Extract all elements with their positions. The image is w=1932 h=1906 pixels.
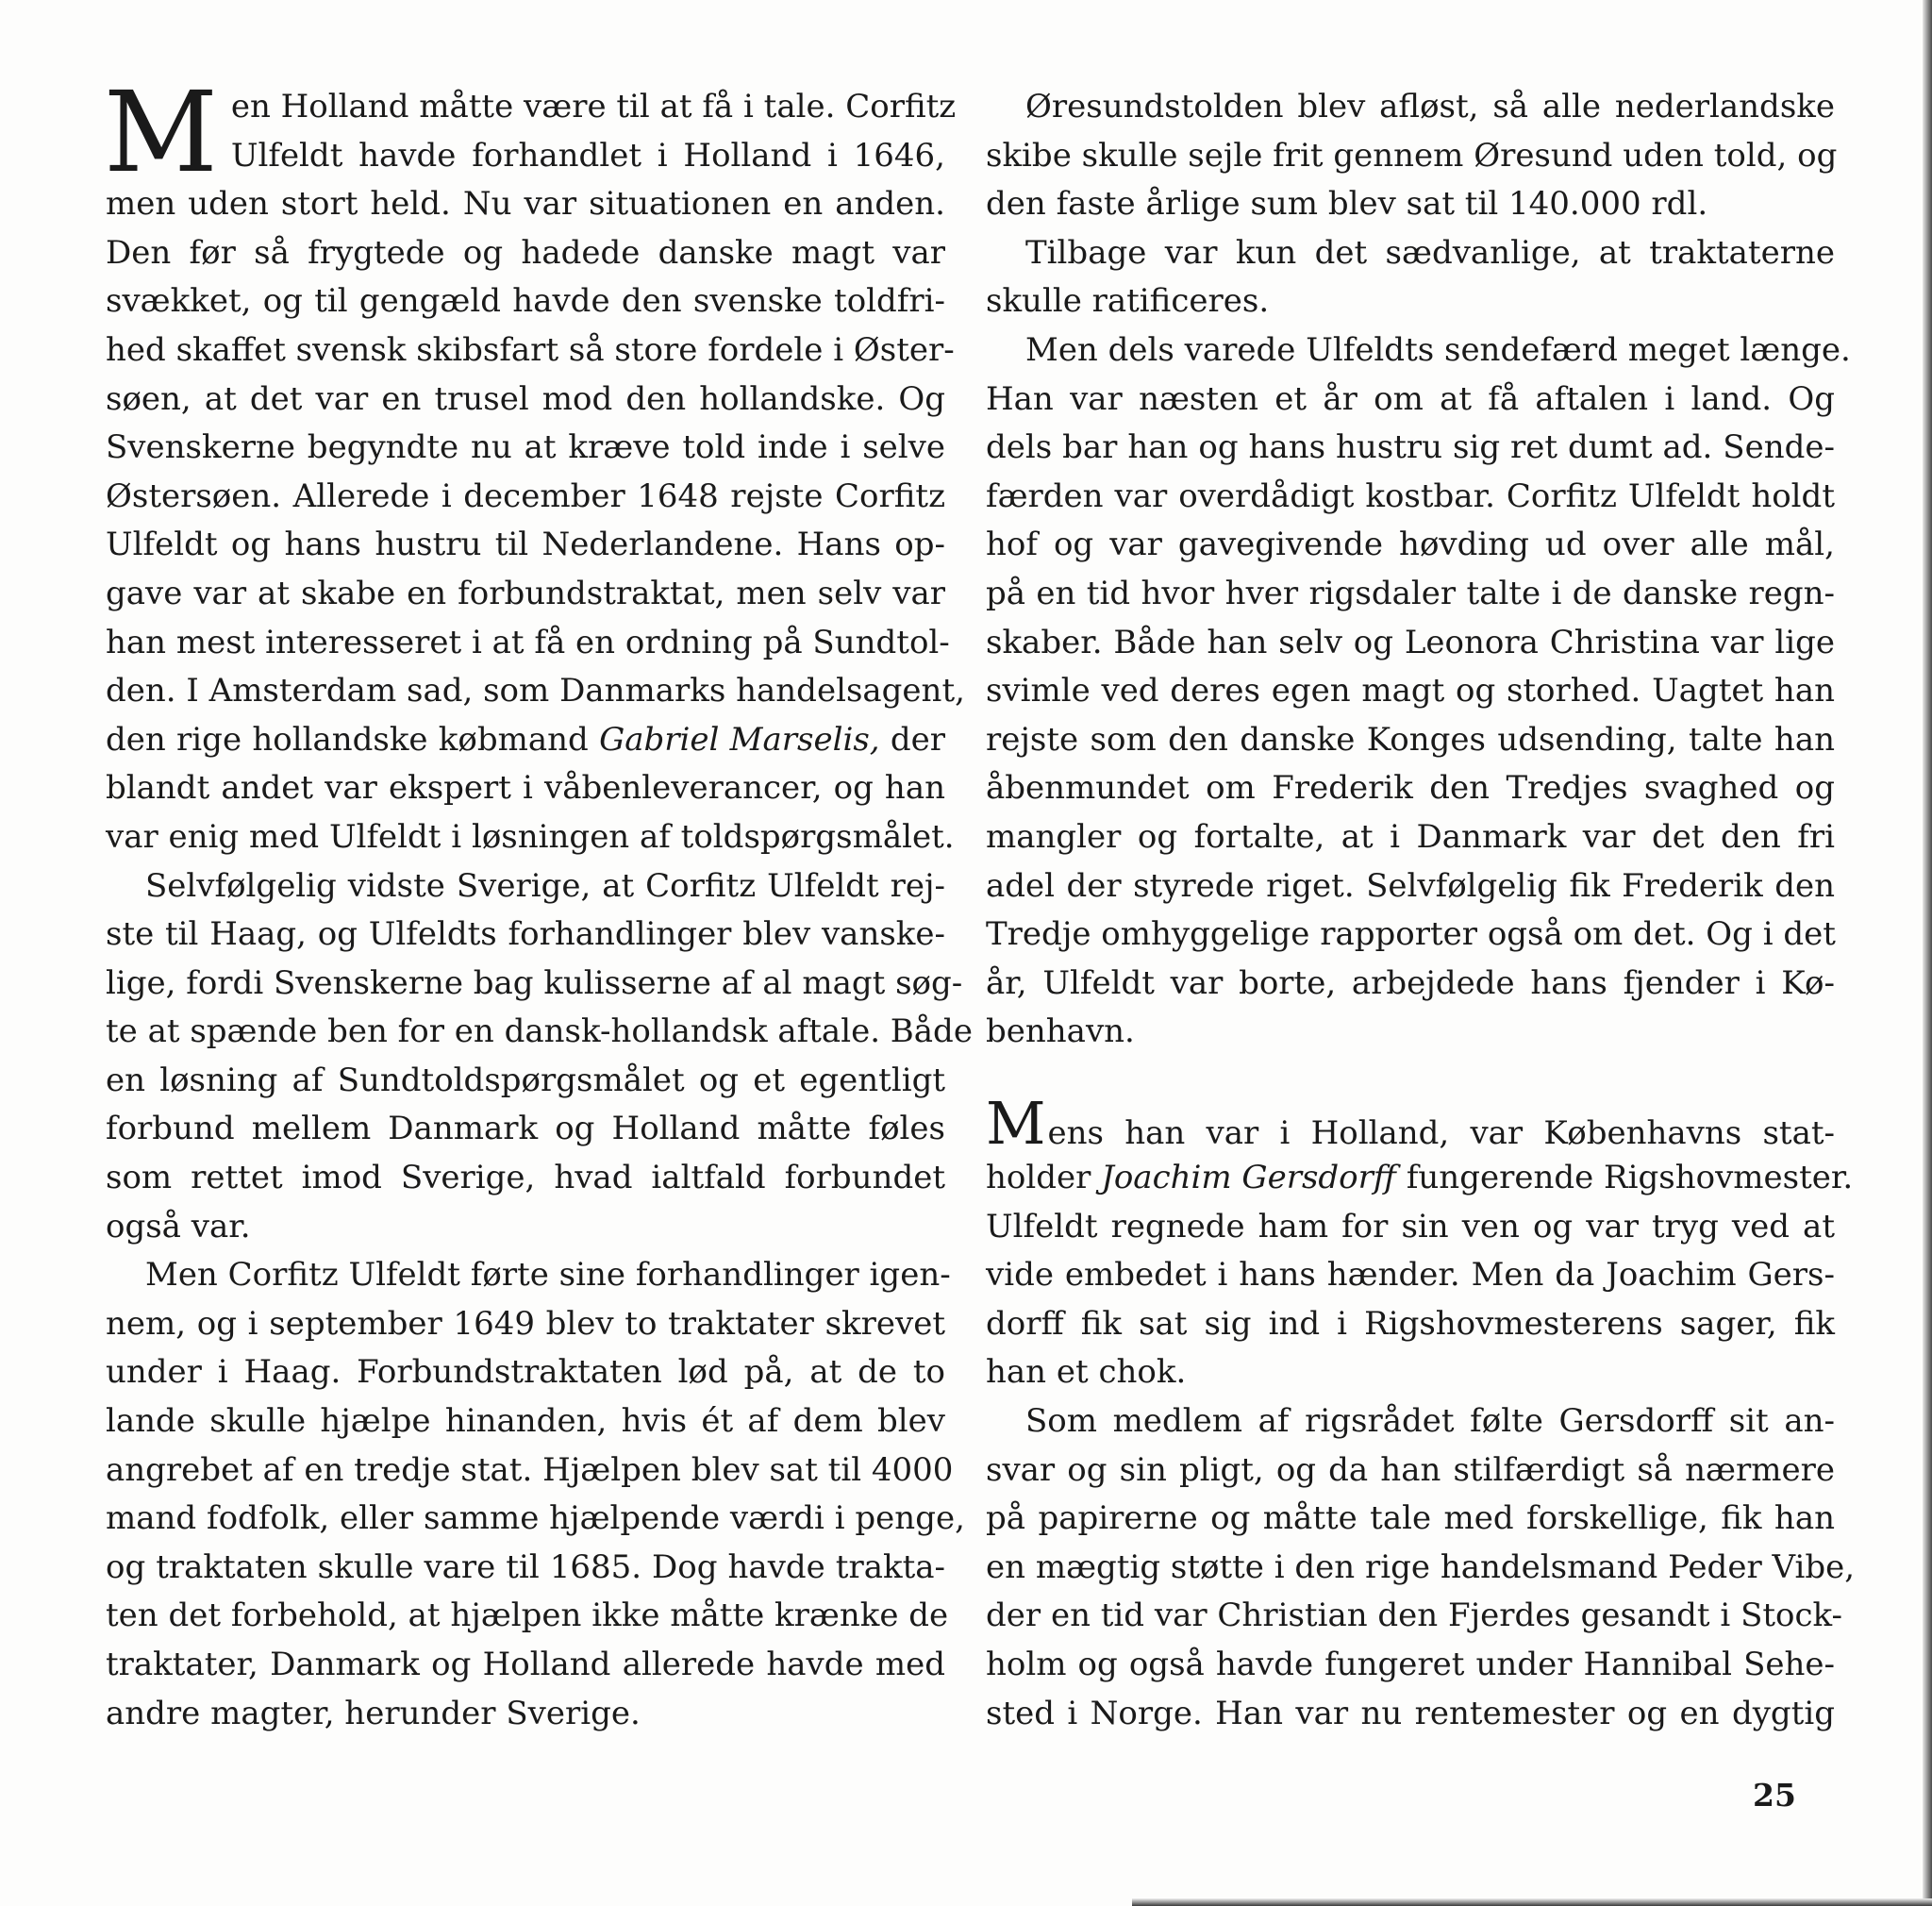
left-column — [104, 67, 973, 1738]
text-line: han et chok. — [986, 1353, 1187, 1392]
text-line: lige, fordi Svenskerne bag kulisserne af al magt søg- — [106, 963, 963, 1002]
text-line: andre magter, herunder Sverige. — [106, 1694, 641, 1732]
section-first-line — [986, 1089, 1835, 1159]
text-line: hed skaffet svensk skibsfart så store fordele i Øster- — [106, 330, 955, 369]
text-line: på papirerne og måtte tale med forskellige, fik han — [986, 1499, 1835, 1538]
text-line: ten det forbehold, at hjælpen ikke måtte krænke de — [106, 1597, 949, 1635]
section-spacer — [986, 1057, 1835, 1106]
text-line: skulle ratificeres. — [986, 282, 1270, 321]
text-line: åbenmundet om Frederik den Tredjes svaghed og — [986, 769, 1835, 808]
drop-cap: M — [104, 67, 218, 197]
text-line: år, Ulfeldt var borte, arbejdede hans fjender i Kø- — [986, 963, 1835, 1002]
text-line: var enig med Ulfeldt i løsningen af toldspørgsmålet. — [106, 817, 955, 856]
text-line: Ulfeldt og hans hustru til Nederlandene. Hans op- — [106, 526, 945, 564]
person-name: Joachim Gersdorff — [1101, 1159, 1396, 1197]
text-line: Selvfølgelig vidste Sverige, at Corfitz Ulfeldt rej- — [145, 866, 945, 905]
text-line: dorff fik sat sig ind i Rigshovmesterens sager, fik — [986, 1304, 1835, 1343]
text-line: skaber. Både han selv og Leonora Christina var lige — [986, 623, 1835, 661]
text-line: på en tid hvor hver rigsdaler talte i de danske regn- — [986, 574, 1835, 612]
text-line: svar og sin pligt, og da han stilfærdigt så nærmere — [986, 1450, 1835, 1489]
text-line: Som medlem af rigsrådet følte Gersdorff sit an- — [1025, 1402, 1835, 1441]
text-line: traktater, Danmark og Holland allerede havde med — [106, 1646, 945, 1683]
text-line: en mægtig støtte i den rige handelsmand Peder Vibe, — [986, 1547, 1856, 1586]
text-line: Tredje omhyggelige rapporter også om det. Og i det — [986, 915, 1836, 954]
text-line: Men dels varede Ulfeldts sendefærd meget længe. — [1025, 330, 1851, 369]
text-line: dels bar han og hans hustru sig ret dumt ad. Sende- — [986, 428, 1835, 467]
text-line: vide embedet i hans hænder. Men da Joachim Gers- — [986, 1256, 1835, 1295]
text-line: en løsning af Sundtoldspørgsmålet og et egentligt — [106, 1061, 945, 1099]
text-line: den faste årlige sum blev sat til 140.000 rdl. — [986, 185, 1708, 224]
text-line: blandt andet var ekspert i våbenleverancer, og han — [106, 769, 945, 808]
text-line-with-name — [986, 1154, 1854, 1203]
text-line: svimle ved deres egen magt og storhed. Uagtet han — [986, 672, 1835, 711]
text-line: Ulfeldt havde forhandlet i Holland i 1646, — [230, 136, 945, 175]
text-line: Den før så frygtede og hadede danske magt var — [106, 233, 945, 272]
text-fragment: ens han var i Holland, var Københavns stat- — [1047, 1114, 1835, 1153]
text-line-with-name — [106, 716, 945, 765]
text-line: mand fodfolk, eller samme hjælpende værdi i penge, — [106, 1499, 965, 1538]
text-line: en Holland måtte være til at få i tale. Corfitz — [230, 88, 957, 125]
text-line: han mest interesseret i at få en ordning på Sundtol- — [106, 623, 950, 661]
text-line: under i Haag. Forbundstraktaten lød på, at de to — [106, 1353, 945, 1392]
text-line: ste til Haag, og Ulfeldts forhandlinger blev vanske- — [106, 915, 945, 954]
text-line: som rettet imod Sverige, hvad ialtfald forbundet — [106, 1159, 945, 1197]
text-fragment: den rige hollandske købmand — [106, 720, 589, 759]
text-line: angrebet af en tredje stat. Hjælpen blev sat til 4000 — [106, 1450, 954, 1489]
right-column — [986, 83, 1856, 1738]
text-line: Ulfeldt regnede ham for sin ven og var tryg ved at — [986, 1207, 1835, 1246]
page-edge-shadow — [1923, 0, 1932, 1906]
text-fragment: fungerende Rigshovmester. — [1406, 1159, 1854, 1197]
text-line: lande skulle hjælpe hinanden, hvis ét af dem blev — [106, 1402, 945, 1441]
text-line: der en tid var Christian den Fjerdes gesandt i Stock- — [986, 1597, 1843, 1635]
text-line: Han var næsten et år om at få aftalen i land. Og — [986, 379, 1835, 418]
text-line: men uden stort held. Nu var situationen en anden. — [106, 185, 945, 224]
section-initial: M — [986, 1089, 1046, 1159]
text-line: benhavn. — [986, 1012, 1135, 1051]
text-line: nem, og i september 1649 blev to traktater skrevet — [106, 1304, 945, 1343]
text-fragment: holder — [986, 1159, 1091, 1197]
text-line: hof og var gavegivende høvding ud over alle mål, — [986, 526, 1835, 564]
text-line: Men Corfitz Ulfeldt førte sine forhandlinger igen- — [145, 1256, 951, 1295]
text-line: også var. — [106, 1207, 251, 1246]
text-line: svækket, og til gengæld havde den svenske toldfri- — [106, 282, 945, 321]
text-line: adel der styrede riget. Selvfølgelig fik Frederik den — [986, 866, 1835, 905]
text-line: holm og også havde fungeret under Hannibal Sehe- — [986, 1646, 1835, 1683]
text-line: mangler og fortalte, at i Danmark var det den fri — [986, 817, 1835, 856]
text-line: Øresundstolden blev afløst, så alle nederlandske — [1025, 88, 1835, 125]
text-line: og traktaten skulle vare til 1685. Dog havde trakta- — [106, 1547, 945, 1586]
person-name: Gabriel Marselis, — [599, 720, 880, 759]
page-number: 25 — [1753, 1777, 1796, 1814]
text-line: den. I Amsterdam sad, som Danmarks handelsagent, — [106, 672, 965, 711]
page-bottom-shadow — [1132, 1898, 1932, 1906]
text-fragment: der — [890, 720, 945, 759]
text-line: gave var at skabe en forbundstraktat, men selv var — [106, 574, 945, 612]
text-line: sted i Norge. Han var nu rentemester og en dygtig — [986, 1694, 1835, 1732]
text-line: Tilbage var kun det sædvanlige, at traktaterne — [1025, 233, 1835, 272]
text-line: Østersøen. Allerede i december 1648 rejste Corfitz — [106, 476, 945, 515]
text-line: søen, at det var en trusel mod den hollandske. Og — [106, 379, 945, 418]
text-line: forbund mellem Danmark og Holland måtte føles — [106, 1110, 945, 1148]
text-line: te at spænde ben for en dansk-hollandsk aftale. Både — [106, 1012, 973, 1051]
text-line: rejste som den danske Konges udsending, talte han — [986, 720, 1835, 759]
text-line: færden var overdådigt kostbar. Corfitz Ulfeldt holdt — [986, 476, 1835, 515]
text-line: Svenskerne begyndte nu at kræve told inde i selve — [106, 428, 945, 467]
text-line: skibe skulle sejle frit gennem Øresund uden told, og — [986, 136, 1838, 175]
